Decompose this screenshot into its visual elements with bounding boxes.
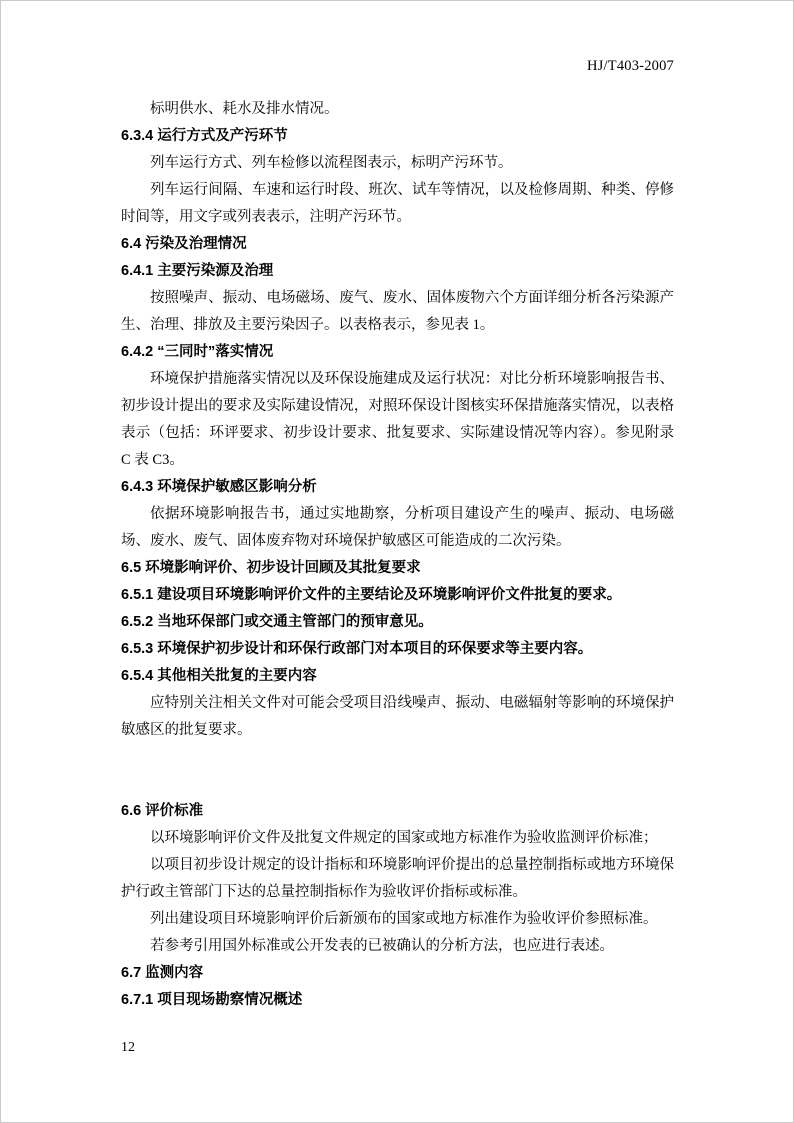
section-heading-6-4-3: 6.4.3 环境保护敏感区影响分析 [121,479,317,495]
section-heading-6-5-3: 6.5.3 环境保护初步设计和环保行政部门对本项目的环保要求等主要内容。 [121,641,593,657]
paragraph-standards-3: 列出建设项目环境影响评价后新颁布的国家或地方标准作为验收评价参照标准。 [150,911,658,927]
paragraph-water-supply: 标明供水、耗水及排水情况。 [150,101,339,117]
section-heading-6-4-2: 6.4.2 “三同时”落实情况 [121,344,274,360]
paragraph-pollution-sources: 按照噪声、振动、电场磁场、废气、废水、固体废物六个方面详细分析各污染源产生、治理、排放及主要污染因子。以表格表示，参见表 1。 [121,290,674,333]
paragraph-approval-requirements: 应特别关注相关文件对可能会受项目沿线噪声、振动、电磁辐射等影响的环境保护敏感区的批复要求。 [121,695,674,738]
paragraph-standards-1: 以环境影响评价文件及批复文件规定的国家或地方标准作为验收监测评价标准； [150,830,658,846]
document-header-code: HJ/T403-2007 [587,58,674,74]
paragraph-train-operation: 列车运行方式、列车检修以流程图表示，标明产污环节。 [150,155,513,171]
section-heading-6-5: 6.5 环境影响评价、初步设计回顾及其批复要求 [121,560,421,576]
section-heading-6-7: 6.7 监测内容 [121,965,204,981]
section-heading-6-5-4: 6.5.4 其他相关批复的主要内容 [121,668,317,684]
page-number: 12 [121,1040,135,1055]
paragraph-standards-2: 以项目初步设计规定的设计指标和环境影响评价提出的总量控制指标或地方环境保护行政主管部门下达的总量控制指标作为验收评价指标或标准。 [121,857,674,900]
paragraph-three-simultaneity: 环境保护措施落实情况以及环保设施建成及运行状况：对比分析环境影响报告书、初步设计提出的要求及实际建设情况，对照环保设计图核实环保措施落实情况，以表格表示（包括：环评要求、初步设计要求、批复要求、实际建设情况等内容）。参见附录 C 表 C3。 [121,371,674,468]
section-heading-6-6: 6.6 评价标准 [121,803,204,819]
section-heading-6-4-1: 6.4.1 主要污染源及治理 [121,263,274,279]
section-heading-6-3-4: 6.3.4 运行方式及产污环节 [121,128,288,144]
paragraph-standards-4: 若参考引用国外标准或公开发表的已被确认的分析方法，也应进行表述。 [150,938,614,954]
paragraph-sensitive-areas: 依据环境影响报告书，通过实地勘察，分析项目建设产生的噪声、振动、电场磁场、废水、废气、固体废弃物对环境保护敏感区可能造成的二次污染。 [121,506,674,549]
document-body [121,96,674,1014]
section-heading-6-5-1: 6.5.1 建设项目环境影响评价文件的主要结论及环境影响评价文件批复的要求。 [121,587,622,603]
section-heading-6-4: 6.4 污染及治理情况 [121,236,247,252]
paragraph-train-intervals: 列车运行间隔、车速和运行时段、班次、试车等情况，以及检修周期、种类、停修时间等，用文字或列表表示，注明产污环节。 [121,182,674,225]
section-heading-6-7-1: 6.7.1 项目现场勘察情况概述 [121,992,303,1008]
section-heading-6-5-2: 6.5.2 当地环保部门或交通主管部门的预审意见。 [121,614,433,630]
